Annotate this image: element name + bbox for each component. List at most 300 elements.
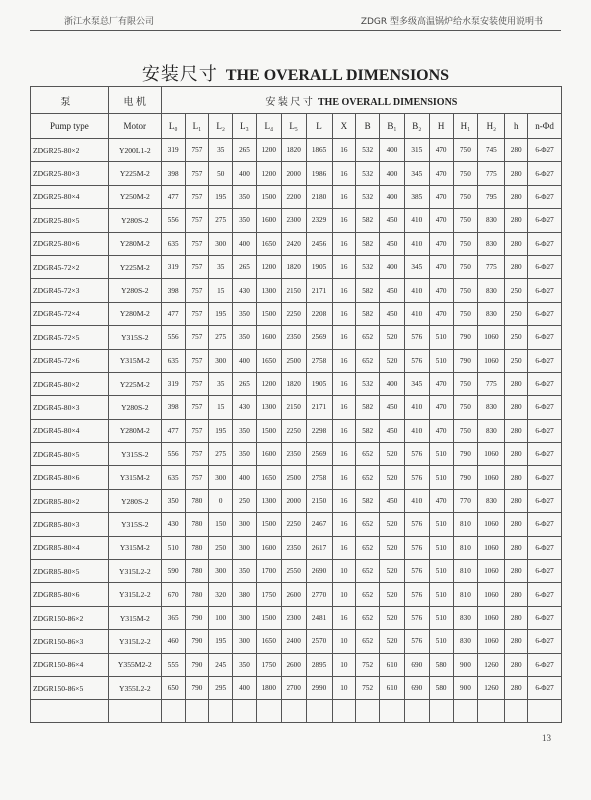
table-cell: 520 — [380, 466, 405, 489]
table-cell: 477 — [161, 302, 185, 325]
table-cell: 576 — [404, 583, 429, 606]
table-cell: 2700 — [281, 676, 306, 699]
table-cell: 6-Φ27 — [528, 396, 562, 419]
table-cell: 400 — [380, 162, 405, 185]
table-cell: ZDGR85-80×5 — [31, 560, 109, 583]
table-cell: 400 — [233, 232, 257, 255]
empty-row — [31, 700, 562, 723]
table-cell: 790 — [453, 349, 478, 372]
table-cell: Y315M-2 — [108, 536, 161, 559]
header-rule — [30, 30, 561, 31]
table-cell: ZDGR150-86×4 — [31, 653, 109, 676]
table-cell: 2600 — [281, 583, 306, 606]
table-cell: 1200 — [256, 372, 281, 395]
empty-cell — [31, 700, 109, 723]
table-cell: 2770 — [306, 583, 332, 606]
table-cell: 635 — [161, 232, 185, 255]
table-cell: 16 — [332, 372, 356, 395]
table-cell: 450 — [380, 302, 405, 325]
table-cell: 430 — [161, 513, 185, 536]
table-cell: 780 — [185, 489, 209, 512]
title-en: THE OVERALL DIMENSIONS — [225, 67, 450, 84]
title-cn: 安装尺寸 — [141, 64, 218, 85]
table-cell: 10 — [332, 676, 356, 699]
table-cell: 16 — [332, 302, 356, 325]
empty-cell — [528, 700, 562, 723]
table-cell: 195 — [209, 630, 233, 653]
table-cell: ZDGR45-72×4 — [31, 302, 109, 325]
table-cell: 6-Φ27 — [528, 676, 562, 699]
table-cell: 16 — [332, 606, 356, 629]
table-cell: 520 — [380, 513, 405, 536]
table-cell: 532 — [356, 139, 380, 162]
table-cell: 350 — [233, 443, 257, 466]
column-header: B₁ — [380, 114, 405, 139]
table-cell: 900 — [453, 676, 478, 699]
table-cell: 576 — [404, 536, 429, 559]
table-cell: 780 — [185, 513, 209, 536]
table-cell: 2617 — [306, 536, 332, 559]
table-cell: 757 — [185, 326, 209, 349]
table-cell: 795 — [478, 185, 505, 208]
table-cell: 775 — [478, 372, 505, 395]
table-cell: 250 — [505, 349, 528, 372]
table-cell: 280 — [505, 255, 528, 278]
table-cell: 319 — [161, 255, 185, 278]
table-cell: 16 — [332, 419, 356, 442]
table-cell: 450 — [380, 396, 405, 419]
table-cell: 690 — [404, 653, 429, 676]
table-cell: 750 — [453, 232, 478, 255]
table-cell: ZDGR45-72×6 — [31, 349, 109, 372]
table-cell: 757 — [185, 162, 209, 185]
table-cell: 900 — [453, 653, 478, 676]
table-row — [31, 653, 562, 676]
table-cell: 2180 — [306, 185, 332, 208]
table-cell: 410 — [404, 232, 429, 255]
table-cell: 582 — [356, 489, 380, 512]
table-cell: 100 — [209, 606, 233, 629]
table-cell: 520 — [380, 560, 405, 583]
table-cell: 757 — [185, 255, 209, 278]
table-cell: 410 — [404, 209, 429, 232]
table-cell: 2298 — [306, 419, 332, 442]
table-cell: 576 — [404, 513, 429, 536]
table-cell: 582 — [356, 419, 380, 442]
table-cell: 195 — [209, 302, 233, 325]
table-cell: 520 — [380, 443, 405, 466]
table-cell: 6-Φ27 — [528, 302, 562, 325]
table-cell: 300 — [233, 513, 257, 536]
table-cell: ZDGR85-80×6 — [31, 583, 109, 606]
table-cell: 582 — [356, 209, 380, 232]
table-cell: 6-Φ27 — [528, 349, 562, 372]
table-cell: 280 — [505, 396, 528, 419]
table-cell: 2250 — [281, 419, 306, 442]
table-cell: 2500 — [281, 349, 306, 372]
table-cell: 576 — [404, 326, 429, 349]
table-cell: Y315M-2 — [108, 466, 161, 489]
table-cell: 1750 — [256, 653, 281, 676]
table-cell: 590 — [161, 560, 185, 583]
table-cell: 1600 — [256, 209, 281, 232]
table-cell: 556 — [161, 326, 185, 349]
table-cell: 652 — [356, 349, 380, 372]
page-number: 13 — [542, 733, 551, 743]
table-cell: 16 — [332, 326, 356, 349]
motor-header-cn: 电 机 — [108, 87, 161, 114]
table-cell: 250 — [505, 302, 528, 325]
table-cell: 750 — [453, 162, 478, 185]
column-header: n-Φd — [528, 114, 562, 139]
table-cell: 1820 — [281, 255, 306, 278]
table-cell: 532 — [356, 255, 380, 278]
empty-cell — [404, 700, 429, 723]
table-cell: 280 — [505, 209, 528, 232]
table-cell: Y280S-2 — [108, 396, 161, 419]
table-cell: Y355L2-2 — [108, 676, 161, 699]
table-cell: 250 — [505, 326, 528, 349]
table-cell: 1865 — [306, 139, 332, 162]
table-row — [31, 162, 562, 185]
table-row — [31, 372, 562, 395]
table-cell: 576 — [404, 443, 429, 466]
table-cell: 470 — [429, 396, 453, 419]
table-cell: 750 — [453, 372, 478, 395]
table-cell: 1260 — [478, 653, 505, 676]
table-cell: 532 — [356, 162, 380, 185]
table-cell: 1060 — [478, 443, 505, 466]
table-cell: 652 — [356, 606, 380, 629]
empty-cell — [281, 700, 306, 723]
table-cell: 280 — [505, 606, 528, 629]
table-cell: 10 — [332, 653, 356, 676]
table-cell: 6-Φ27 — [528, 372, 562, 395]
table-cell: ZDGR45-72×5 — [31, 326, 109, 349]
table-cell: 195 — [209, 185, 233, 208]
table-cell: 2758 — [306, 349, 332, 372]
column-header: L₀ — [161, 114, 185, 139]
table-row — [31, 489, 562, 512]
column-header: Pump type — [31, 114, 109, 139]
table-cell: 15 — [209, 279, 233, 302]
table-cell: 532 — [356, 185, 380, 208]
table-cell: 470 — [429, 255, 453, 278]
table-cell: 1750 — [256, 583, 281, 606]
table-cell: 576 — [404, 606, 429, 629]
table-cell: 1060 — [478, 466, 505, 489]
table-cell: 1300 — [256, 489, 281, 512]
column-header: L — [306, 114, 332, 139]
table-cell: 265 — [233, 139, 257, 162]
table-cell: 450 — [380, 209, 405, 232]
table-cell: 315 — [404, 139, 429, 162]
table-cell: 510 — [161, 536, 185, 559]
table-cell: 576 — [404, 349, 429, 372]
table-cell: ZDGR25-80×5 — [31, 209, 109, 232]
table-cell: 652 — [356, 630, 380, 653]
table-row — [31, 676, 562, 699]
table-cell: 400 — [233, 349, 257, 372]
table-cell: 345 — [404, 162, 429, 185]
table-cell: 652 — [356, 443, 380, 466]
table-cell: 1500 — [256, 606, 281, 629]
table-cell: 0 — [209, 489, 233, 512]
table-cell: 1300 — [256, 279, 281, 302]
table-cell: ZDGR85-80×2 — [31, 489, 109, 512]
table-cell: 450 — [380, 232, 405, 255]
table-cell: 520 — [380, 606, 405, 629]
table-cell: 319 — [161, 372, 185, 395]
table-cell: 400 — [380, 139, 405, 162]
table-cell: 280 — [505, 372, 528, 395]
table-cell: 520 — [380, 583, 405, 606]
table-cell: Y280M-2 — [108, 419, 161, 442]
table-cell: 757 — [185, 302, 209, 325]
table-cell: 450 — [380, 279, 405, 302]
column-header: L₁ — [185, 114, 209, 139]
table-cell: 2300 — [281, 606, 306, 629]
table-cell: 6-Φ27 — [528, 232, 562, 255]
column-header: H — [429, 114, 453, 139]
table-cell: 280 — [505, 630, 528, 653]
table-cell: 810 — [453, 560, 478, 583]
table-row — [31, 326, 562, 349]
table-cell: 350 — [233, 653, 257, 676]
table-row — [31, 560, 562, 583]
empty-cell — [256, 700, 281, 723]
table-cell: ZDGR45-80×5 — [31, 443, 109, 466]
table-cell: 1700 — [256, 560, 281, 583]
table-cell: 670 — [161, 583, 185, 606]
table-cell: 532 — [356, 372, 380, 395]
table-cell: ZDGR25-80×2 — [31, 139, 109, 162]
table-cell: 580 — [429, 653, 453, 676]
table-cell: 2150 — [281, 396, 306, 419]
table-cell: 2570 — [306, 630, 332, 653]
table-cell: ZDGR25-80×6 — [31, 232, 109, 255]
table-cell: 830 — [478, 232, 505, 255]
table-cell: 410 — [404, 489, 429, 512]
table-cell: 2208 — [306, 302, 332, 325]
table-cell: 400 — [233, 676, 257, 699]
table-cell: Y355M2-2 — [108, 653, 161, 676]
table-cell: 2250 — [281, 302, 306, 325]
table-cell: ZDGR150-86×3 — [31, 630, 109, 653]
table-cell: 752 — [356, 653, 380, 676]
table-cell: 576 — [404, 630, 429, 653]
dims-header-en: THE OVERALL DIMENSIONS — [317, 96, 458, 108]
table-cell: 510 — [429, 466, 453, 489]
table-cell: 6-Φ27 — [528, 443, 562, 466]
table-cell: 295 — [209, 676, 233, 699]
table-cell: 757 — [185, 349, 209, 372]
table-cell: 757 — [185, 139, 209, 162]
table-cell: 430 — [233, 279, 257, 302]
table-cell: 2350 — [281, 326, 306, 349]
table-cell: 650 — [161, 676, 185, 699]
table-cell: 1500 — [256, 185, 281, 208]
table-cell: 2569 — [306, 443, 332, 466]
table-row — [31, 536, 562, 559]
table-cell: 265 — [233, 255, 257, 278]
table-cell: 1500 — [256, 513, 281, 536]
table-cell: 1300 — [256, 396, 281, 419]
table-cell: 470 — [429, 232, 453, 255]
table-cell: 2500 — [281, 466, 306, 489]
table-cell: 750 — [453, 139, 478, 162]
table-cell: 780 — [185, 560, 209, 583]
table-cell: 652 — [356, 326, 380, 349]
table-cell: 365 — [161, 606, 185, 629]
table-cell: 810 — [453, 536, 478, 559]
table-cell: 790 — [453, 466, 478, 489]
table-cell: 830 — [478, 279, 505, 302]
empty-cell — [233, 700, 257, 723]
table-cell: 398 — [161, 279, 185, 302]
table-cell: 275 — [209, 209, 233, 232]
table-cell: 757 — [185, 419, 209, 442]
table-row — [31, 513, 562, 536]
table-cell: 477 — [161, 185, 185, 208]
table-cell: 477 — [161, 419, 185, 442]
table-cell: 576 — [404, 466, 429, 489]
table-cell: Y250M-2 — [108, 185, 161, 208]
column-header: X — [332, 114, 356, 139]
table-cell: 320 — [209, 583, 233, 606]
table-cell: Y315L2-2 — [108, 560, 161, 583]
table-cell: 582 — [356, 279, 380, 302]
table-cell: 6-Φ27 — [528, 466, 562, 489]
table-cell: Y280M-2 — [108, 302, 161, 325]
table-cell: 16 — [332, 279, 356, 302]
table-row — [31, 466, 562, 489]
table-cell: 1060 — [478, 630, 505, 653]
table-cell: 790 — [185, 606, 209, 629]
column-header-row — [31, 114, 562, 139]
table-cell: 510 — [429, 443, 453, 466]
table-cell: ZDGR85-80×3 — [31, 513, 109, 536]
table-cell: 750 — [453, 396, 478, 419]
table-cell: 510 — [429, 536, 453, 559]
table-cell: 1060 — [478, 583, 505, 606]
table-cell: 280 — [505, 560, 528, 583]
table-cell: 780 — [185, 583, 209, 606]
table-cell: 652 — [356, 583, 380, 606]
column-header: L₃ — [233, 114, 257, 139]
table-cell: 300 — [233, 536, 257, 559]
table-cell: 790 — [185, 630, 209, 653]
table-cell: 790 — [453, 443, 478, 466]
table-cell: 830 — [478, 489, 505, 512]
table-cell: 1200 — [256, 255, 281, 278]
table-cell: 345 — [404, 372, 429, 395]
table-cell: 555 — [161, 653, 185, 676]
table-cell: 1905 — [306, 372, 332, 395]
table-cell: 510 — [429, 560, 453, 583]
table-cell: 16 — [332, 209, 356, 232]
table-cell: 400 — [380, 255, 405, 278]
table-cell: 35 — [209, 372, 233, 395]
table-cell: 580 — [429, 676, 453, 699]
table-cell: 830 — [478, 396, 505, 419]
table-cell: 6-Φ27 — [528, 513, 562, 536]
table-cell: 790 — [185, 676, 209, 699]
table-cell: 1060 — [478, 513, 505, 536]
empty-cell — [306, 700, 332, 723]
table-cell: 750 — [453, 255, 478, 278]
table-cell: 460 — [161, 630, 185, 653]
table-cell: 380 — [233, 583, 257, 606]
table-cell: 16 — [332, 513, 356, 536]
table-cell: 280 — [505, 466, 528, 489]
column-header: H₂ — [478, 114, 505, 139]
table-row — [31, 419, 562, 442]
table-cell: 35 — [209, 255, 233, 278]
table-cell: 300 — [209, 560, 233, 583]
table-cell: 450 — [380, 419, 405, 442]
table-cell: 350 — [233, 209, 257, 232]
table-cell: 16 — [332, 162, 356, 185]
table-cell: 16 — [332, 139, 356, 162]
table-cell: 757 — [185, 279, 209, 302]
dimensions-table — [30, 86, 562, 723]
table-cell: 350 — [233, 185, 257, 208]
table-cell: 16 — [332, 232, 356, 255]
table-cell: 810 — [453, 513, 478, 536]
table-cell: 6-Φ27 — [528, 630, 562, 653]
table-cell: 830 — [478, 209, 505, 232]
table-cell: 2690 — [306, 560, 332, 583]
table-cell: 398 — [161, 396, 185, 419]
table-cell: 2758 — [306, 466, 332, 489]
table-cell: 15 — [209, 396, 233, 419]
table-cell: 635 — [161, 466, 185, 489]
table-cell: 1600 — [256, 536, 281, 559]
table-cell: 757 — [185, 443, 209, 466]
table-cell: 510 — [429, 349, 453, 372]
table-cell: 775 — [478, 162, 505, 185]
table-cell: 470 — [429, 279, 453, 302]
table-cell: 2990 — [306, 676, 332, 699]
table-cell: 790 — [453, 326, 478, 349]
empty-cell — [429, 700, 453, 723]
table-cell: 750 — [453, 279, 478, 302]
table-cell: 1200 — [256, 162, 281, 185]
table-cell: 470 — [429, 139, 453, 162]
table-cell: Y280S-2 — [108, 279, 161, 302]
table-cell: 2329 — [306, 209, 332, 232]
table-cell: 652 — [356, 513, 380, 536]
table-cell: 2550 — [281, 560, 306, 583]
table-cell: 510 — [429, 513, 453, 536]
table-cell: 510 — [429, 630, 453, 653]
table-row — [31, 396, 562, 419]
table-cell: 830 — [453, 630, 478, 653]
column-header: H₁ — [453, 114, 478, 139]
table-row — [31, 232, 562, 255]
table-row — [31, 139, 562, 162]
dims-header — [161, 87, 561, 114]
table-cell: 10 — [332, 583, 356, 606]
table-cell: 750 — [453, 185, 478, 208]
table-cell: 345 — [404, 255, 429, 278]
table-cell: 2150 — [281, 279, 306, 302]
table-cell: 1600 — [256, 326, 281, 349]
table-cell: 410 — [404, 419, 429, 442]
table-cell: 775 — [478, 255, 505, 278]
table-cell: 1650 — [256, 349, 281, 372]
